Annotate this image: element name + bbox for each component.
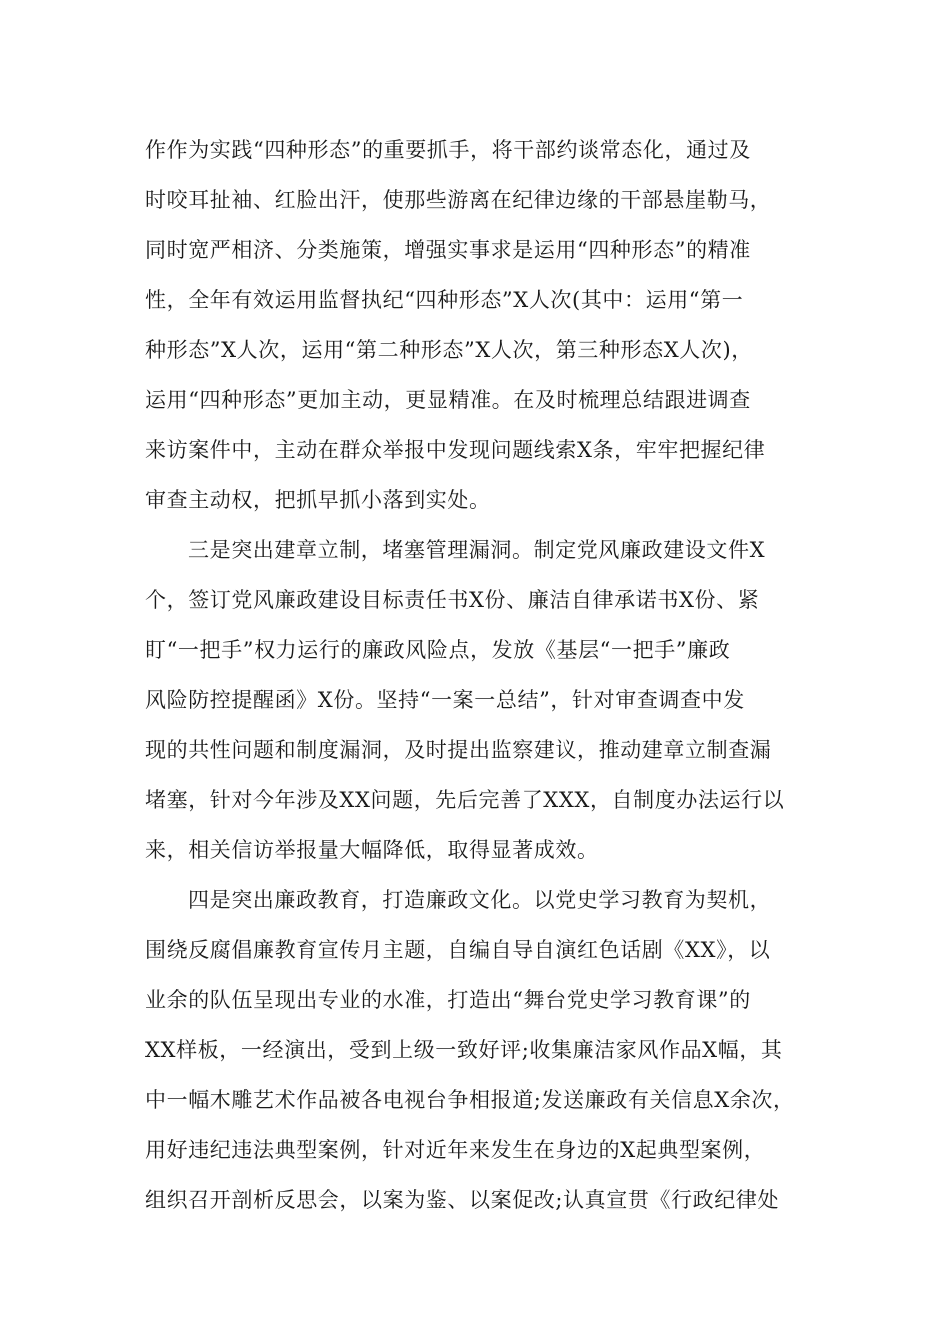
text-line: 种形态”X人次，运用“第二种形态”X人次，第三种形态X人次)， xyxy=(145,338,753,362)
text-line: 运用“四种形态”更加主动，更显精准。在及时梳理总结跟进调查 xyxy=(145,388,751,412)
text-line: 作作为实践“四种形态”的重要抓手，将干部约谈常态化，通过及 xyxy=(145,138,751,162)
text-line: 个，签订党风廉政建设目标责任书X份、廉洁自律承诺书X份、紧 xyxy=(145,588,760,612)
text-line: 用好违纪违法典型案例，针对近年来发生在身边的X起典型案例， xyxy=(145,1138,766,1162)
text-line: 风险防控提醒函》X份。坚持“一案一总结”，针对审查调查中发 xyxy=(145,688,745,712)
text-line: 堵塞，针对今年涉及XX问题，先后完善了XXX，自制度办法运行以 xyxy=(145,788,785,812)
text-line: 性，全年有效运用监督执纪“四种形态”X人次(其中：运用“第一 xyxy=(145,288,744,312)
text-line: 审查主动权，把抓早抓小落到实处。 xyxy=(145,488,491,512)
text-line: 组织召开剖析反思会，以案为鉴、以案促改;认真宣贯《行政纪律处 xyxy=(145,1188,780,1212)
text-line: 同时宽严相济、分类施策，增强实事求是运用“四种形态”的精准 xyxy=(145,238,751,262)
text-line: 围绕反腐倡廉教育宣传月主题，自编自导自演红色话剧《XX》，以 xyxy=(145,938,771,962)
text-line: 中一幅木雕艺术作品被各电视台争相报道;发送廉政有关信息X余次， xyxy=(145,1088,795,1112)
text-line: 来，相关信访举报量大幅降低，取得显著成效。 xyxy=(145,838,599,862)
paragraph-first-line: 四是突出廉政教育，打造廉政文化。以党史学习教育为契机， xyxy=(188,888,772,912)
text-line: 现的共性问题和制度漏洞，及时提出监察建议，推动建章立制查漏 xyxy=(145,738,772,762)
text-line: 时咬耳扯袖、红脸出汗，使那些游离在纪律边缘的干部悬崖勒马， xyxy=(145,188,772,212)
text-line: XX样板，一经演出，受到上级一致好评;收集廉洁家风作品X幅，其 xyxy=(145,1038,783,1062)
text-line: 来访案件中，主动在群众举报中发现问题线索X条，牢牢把握纪律 xyxy=(145,438,766,462)
text-line: 盯“一把手”权力运行的廉政风险点，发放《基层“一把手”廉政 xyxy=(145,638,731,662)
paragraph-first-line: 三是突出建章立制，堵塞管理漏洞。制定党风廉政建设文件X xyxy=(188,538,766,562)
text-line: 业余的队伍呈现出专业的水准，打造出“舞台党史学习教育课”的 xyxy=(145,988,751,1012)
